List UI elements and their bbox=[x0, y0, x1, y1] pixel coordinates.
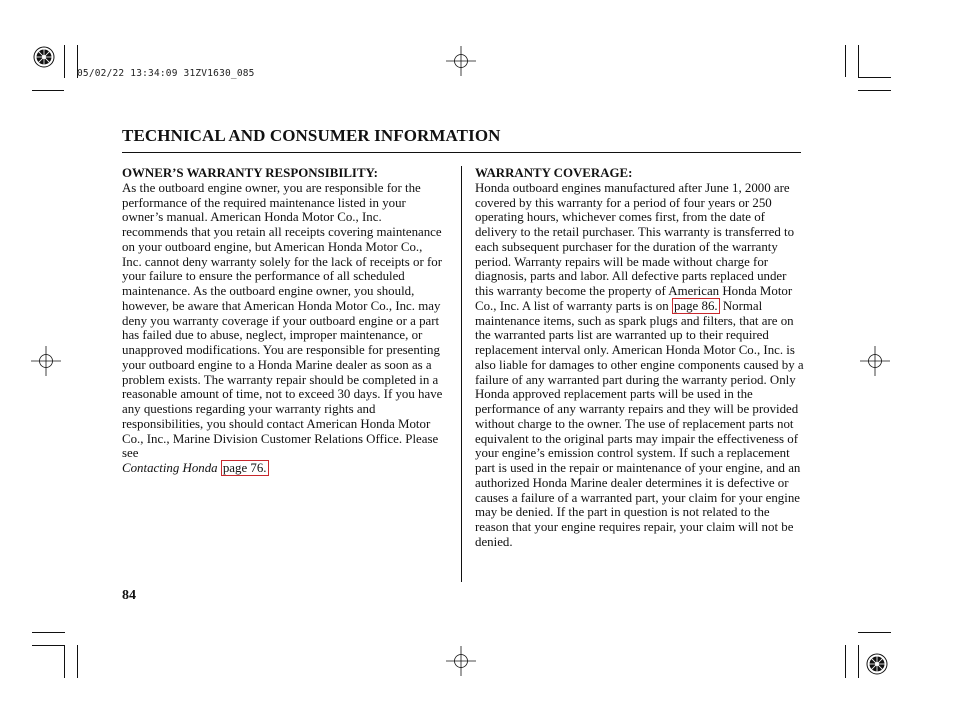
owner-warranty-section bbox=[122, 166, 444, 476]
registration-crosshair-icon bbox=[446, 46, 476, 76]
registration-crosshair-icon bbox=[860, 346, 890, 376]
registration-rosette-icon bbox=[33, 46, 55, 68]
warranty-coverage-heading: WARRANTY COVERAGE: bbox=[475, 166, 633, 180]
trim-mark-top-left-h bbox=[32, 90, 64, 91]
page-number: 84 bbox=[122, 588, 136, 603]
warranty-coverage-body bbox=[475, 181, 805, 550]
trim-mark-top-right-v1 bbox=[845, 45, 846, 77]
trim-mark-bottom-left-v2 bbox=[77, 645, 78, 678]
page-title: TECHNICAL AND CONSUMER INFORMATION bbox=[122, 126, 501, 145]
trim-mark-top-left-v1 bbox=[64, 45, 65, 78]
trim-mark-bottom-right-v2 bbox=[858, 645, 859, 678]
warranty-coverage-text-before: Honda outboard engines manufactured after June 1, 2000 are covered by this warranty for a period of four years or 250 operating hours, whichever comes first, from the date of delivery to the retail purchaser. This warranty is transferred to each subsequent purchaser for the duration of the warranty period. Warranty repairs will be made without charge for diagnosis, parts and labor. All defective parts replaced under this warranty become the property of American Honda Motor Co., Inc. A list of warranty parts is on bbox=[475, 180, 795, 313]
trim-mark-top-right-v2 bbox=[858, 45, 859, 77]
owner-warranty-body bbox=[122, 181, 444, 476]
trim-mark-bottom-right-h bbox=[858, 632, 891, 633]
registration-rosette-icon bbox=[866, 653, 888, 675]
column-divider bbox=[461, 166, 462, 582]
contacting-honda-ref: Contacting Honda bbox=[122, 461, 218, 475]
trim-mark-bottom-right-v1 bbox=[845, 645, 846, 678]
trim-mark-bottom-left-h1 bbox=[32, 632, 65, 633]
print-stamp: 05/02/22 13:34:09 31ZV1630_085 bbox=[77, 68, 255, 79]
trim-mark-bottom-left-v1 bbox=[64, 645, 65, 678]
owner-warranty-heading: OWNER’S WARRANTY RESPONSIBILITY: bbox=[122, 166, 378, 180]
owner-warranty-text: As the outboard engine owner, you are responsible for the performance of the required maintenance listed in your owner’s manual. American Honda Motor Co., Inc. recommends that you retain all receipts covering maintenance on your outboard engine, but American Honda Motor Co., Inc. cannot deny warranty solely for the lack of receipts or for your failure to ensure the performance of all scheduled maintenance. As the outboard engine owner, you should, however, be aware that American Honda Motor Co., Inc. may deny you warranty coverage if your outboard engine or a part has failed due to abuse, neglect, improper maintenance, or unapproved modifications. You are responsible for presenting your outboard engine to a Honda Marine dealer as soon as a problem exists. The warranty repair should be completed in a reasonable amount of time, not to exceed 30 days. If you have any questions regarding your warranty rights and responsibilities, you should contact American Honda Motor Co., Inc., Marine Division Customer Relations Office. Please see bbox=[122, 180, 443, 461]
page-86-link[interactable]: page 86. bbox=[673, 298, 718, 313]
registration-crosshair-icon bbox=[31, 346, 61, 376]
registration-crosshair-icon bbox=[446, 646, 476, 676]
page-76-link[interactable]: page 76. bbox=[222, 461, 267, 475]
trim-mark-top-right-h1 bbox=[858, 77, 891, 78]
trim-mark-top-right-h2 bbox=[858, 90, 891, 91]
trim-mark-bottom-left-h2 bbox=[32, 645, 65, 646]
warranty-coverage-section bbox=[475, 166, 805, 550]
header-rule bbox=[122, 152, 801, 153]
warranty-coverage-text-after: Normal maintenance items, such as spark plugs and filters, that are on the warranted parts list are warranted up to their required replacement interval only. American Honda Motor Co., Inc. is also liable for damages to other engine components caused by a failure of any warranted part during the warranty period. Only Honda approved replacement parts will be used in the performance of any warranty repairs and they will be provided without charge to the owner. The use of replacement parts not equivalent to the original parts may impair the effectiveness of your engine’s emission control system. If such a replacement part is used in the repair or maintenance of your engine, and an authorized Honda Marine dealer determines it is defective or causes a failure of a warranted part, your claim for your engine may be denied. If the part in question is not related to the reason that your engine requires repair, your claim will not be denied. bbox=[475, 298, 804, 549]
